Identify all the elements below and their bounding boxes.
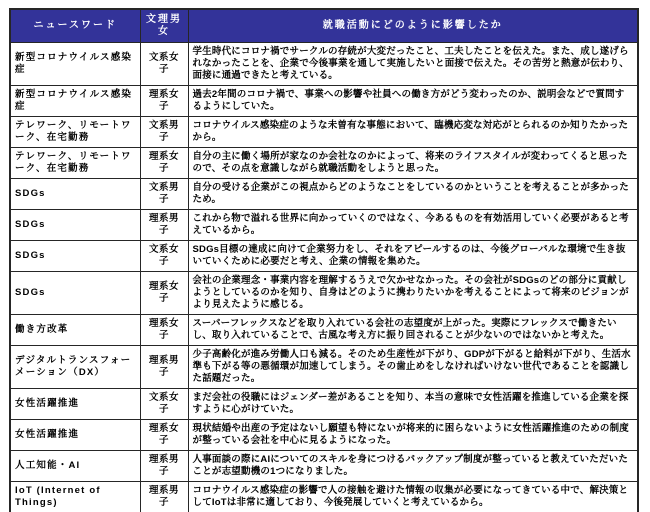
group-cell: 理系男子 (140, 210, 188, 241)
impact-cell: 自分の受ける企業がこの視点からどのようなことをしているのかということを考えることが多かったため。 (188, 179, 638, 210)
keyword-cell: SDGs (10, 179, 140, 210)
impact-cell: コロナウイルス感染症の影響で人の接触を避けた情報の収集が必要になってきている中で、解決策としてIoTは非常に適しており、今後発展していくと考えているから。 (188, 482, 638, 512)
table-row (10, 420, 638, 451)
keyword-cell: SDGs (10, 272, 140, 315)
table-row (10, 117, 638, 148)
keyword-cell: IoT (Internet of Things) (10, 482, 140, 512)
group-cell: 理系男子 (140, 451, 188, 482)
group-cell: 理系女子 (140, 420, 188, 451)
table-row (10, 210, 638, 241)
group-cell: 理系男子 (140, 482, 188, 512)
keyword-cell: SDGs (10, 210, 140, 241)
news-impact-table (9, 8, 639, 512)
group-cell: 理系女子 (140, 315, 188, 346)
table-row (10, 241, 638, 272)
impact-cell: 過去2年間のコロナ禍で、事業への影響や社員への働き方がどう変わったのか、説明会などで質問するようにしていた。 (188, 86, 638, 117)
group-cell: 理系女子 (140, 148, 188, 179)
group-cell: 文系女子 (140, 389, 188, 420)
group-cell: 文系女子 (140, 43, 188, 86)
table-row (10, 482, 638, 512)
column-header-keyword: ニュースワード (10, 9, 140, 43)
impact-cell: 人事面談の際にAIについてのスキルを身につけるバックアップ制度が整っていると教えていただいたことが志望動機の1つになりました。 (188, 451, 638, 482)
keyword-cell: 女性活躍推進 (10, 420, 140, 451)
impact-cell: 自分の主に働く場所が家なのか会社なのかによって、将来のライフスタイルが変わってくると思ったので、その点を意識しながら就職活動をしようと思った。 (188, 148, 638, 179)
keyword-cell: 女性活躍推進 (10, 389, 140, 420)
group-cell: 理系女子 (140, 86, 188, 117)
impact-cell: 少子高齢化が進み労働人口も減る。そのため生産性が下がり、GDPが下がると給料が下がり、生活水準も下がる等の悪循環が加速してしまう。その歯止めをしなければいけない世代であることを認識した話題だった。 (188, 346, 638, 389)
group-cell: 文系女子 (140, 241, 188, 272)
impact-cell: 会社の企業理念・事業内容を理解するうえで欠かせなかった。その会社がSDGsのどの部分に貢献しようとしているのかを知り、自身はどのように携わりたいかを考えることによって将来のビジョンがより見えたように感じる。 (188, 272, 638, 315)
keyword-cell: 働き方改革 (10, 315, 140, 346)
table-row (10, 346, 638, 389)
table-row (10, 148, 638, 179)
table-row (10, 315, 638, 346)
table-row (10, 451, 638, 482)
group-cell: 理系女子 (140, 272, 188, 315)
group-cell: 文系男子 (140, 117, 188, 148)
impact-cell: コロナウイルス感染症のような未曽有な事態において、臨機応変な対応がとられるのか知りたかったから。 (188, 117, 638, 148)
keyword-cell: 人工知能・AI (10, 451, 140, 482)
impact-cell: SDGs目標の達成に向けて企業努力をし、それをアピールするのは、今後グローバルな環境で生き抜いていくために必要だと考え、企業の情報を集めた。 (188, 241, 638, 272)
impact-cell: 現状結婚や出産の予定はないし願望も特にないが将来的に困らないように女性活躍推進のための制度が整っている会社を中心に見るようになった。 (188, 420, 638, 451)
header-row (10, 9, 638, 43)
impact-cell: 学生時代にコロナ禍でサークルの存続が大変だったこと、工夫したことを伝えた。また、成し遂げられなかったことを、企業で今後事業を通して実施したいと面接で伝えた。その苦労と熱意が伝わり、面接に通過できたと考えている。 (188, 43, 638, 86)
keyword-cell: 新型コロナウイルス感染症 (10, 43, 140, 86)
group-cell: 理系男子 (140, 346, 188, 389)
keyword-cell: 新型コロナウイルス感染症 (10, 86, 140, 117)
impact-cell: まだ会社の役職にはジェンダー差があることを知り、本当の意味で女性活躍を推進している企業を探すように心がけていた。 (188, 389, 638, 420)
keyword-cell: テレワーク、リモートワーク、在宅勤務 (10, 148, 140, 179)
impact-cell: スーパーフレックスなどを取り入れている会社の志望度が上がった。実際にフレックスで働きたいし、取り入れていることで、古風な考え方に振り回されることが少ないのではないかと考えた。 (188, 315, 638, 346)
column-header-group: 文理男女 (140, 9, 188, 43)
table-row (10, 272, 638, 315)
table-row (10, 43, 638, 86)
table-row (10, 86, 638, 117)
table-row (10, 389, 638, 420)
keyword-cell: テレワーク、リモートワーク、在宅勤務 (10, 117, 140, 148)
table-row (10, 179, 638, 210)
column-header-impact: 就職活動にどのように影響したか (188, 9, 638, 43)
table-body (10, 43, 638, 512)
keyword-cell: SDGs (10, 241, 140, 272)
keyword-cell: デジタルトランスフォーメーション（DX） (10, 346, 140, 389)
group-cell: 文系男子 (140, 179, 188, 210)
impact-cell: これから物で溢れる世界に向かっていくのではなく、今あるものを有効活用していく必要があると考えているから。 (188, 210, 638, 241)
